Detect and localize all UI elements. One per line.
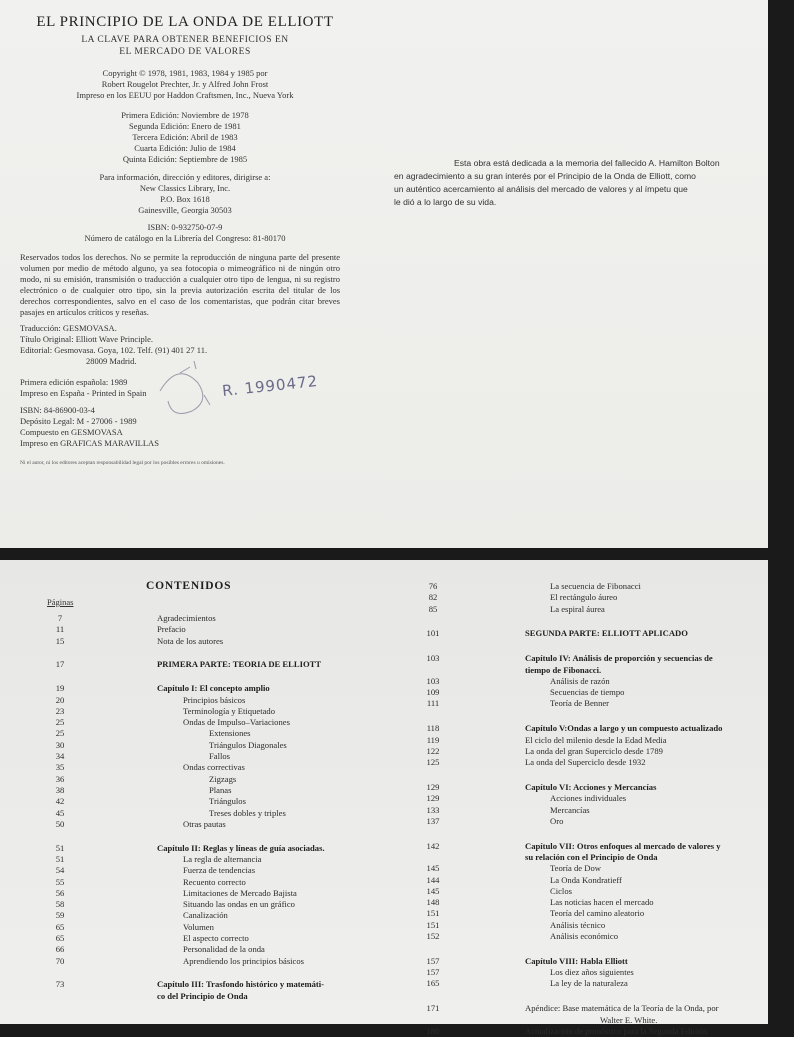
library-stamp [150,355,340,425]
contents-entry [418,955,794,967]
contents-entry [45,943,421,955]
contents-entry-title: su relación con el Principio de Onda [525,851,658,862]
contents-page-number: 50 [55,818,65,829]
contents-entry [45,635,421,647]
contents-entry [418,664,794,676]
contents-entry-title: Actualización de pronóstico para la Segunda Edición [525,1025,708,1036]
contents-entry-title: Análisis económico [550,931,619,941]
contents-entry-title: tiempo de Fibonacci. [525,664,602,675]
contents-page-number: 111 [426,698,440,709]
contents-entry [45,807,421,819]
contents-entry-title: La ley de la naturaleza [550,978,628,989]
contents-entry [45,773,421,785]
edition-line: Cuarta Edición: Julio de 1984 [134,143,236,153]
publisher-contact [30,172,340,216]
contents-page-number: 145 [426,885,440,896]
contents-entry-title: La secuencia de Fibonacci [550,581,641,591]
contents-page-number: 109 [426,687,440,698]
contents-title: CONTENIDOS [146,580,232,592]
dedication-line: le dió a lo largo de su vida. [394,197,497,207]
composed-line: Compuesto en GESMOVASA [20,427,123,437]
contents-entry-title: Ciclos [550,885,572,896]
book-subtitle-line-2: EL MERCADO DE VALORES [119,47,251,57]
contents-entry [45,727,421,739]
contents-entry-title: Capítulo III: Trasfondo histórico y matemáti- [157,979,325,990]
contents-page-number: 30 [55,739,65,750]
contents-entry [418,756,794,768]
edition-list [30,110,340,165]
copyright-line: Copyright © 1978, 1981, 1983, 1984 y 1985 por [102,68,268,78]
contents-entry [418,652,794,664]
contents-entry-title: Teoría del camino aleatorio [550,908,645,919]
contents-entry-title: Recuento correcto [183,876,246,887]
contents-entry-title: Secuencias de tiempo [550,687,625,698]
contents-entry-title: Terminología y Etiquetado [183,705,275,716]
dedication-line: Esta obra está dedicada a la memoria del fallecido A. Hamilton Bolton [454,158,720,168]
contents-page-number: 58 [55,899,65,910]
catalog-line: Número de catálogo en la Librería del Congreso: 81-80170 [84,233,286,243]
contents-page-number: 45 [55,807,65,818]
contents-page-number: 54 [55,865,65,876]
edition-line: Tercera Edición: Abril de 1983 [132,132,238,142]
contents-page-number: 151 [426,919,440,930]
contents-entry [45,842,421,854]
contents-entry-title: La onda del gran Superciclo desde 1789 [525,745,663,756]
rights-reserved-paragraph: Reservados todos los derechos. No se permite la reproducción de ninguna parte del presente volumen por medio de método alguno, ya sea fotocopia o mimeográfico ni de ningún otro modo, ni su emisión, transmisión o traducción a cualquier otro tipo de lengua, ni su registro electrónico o de cualquier otro tipo, sin la previa autorización escrita del titular de los derechos correspondientes, salvo en el caso de los comentaristas, que podrán citar breves pasajes en artículos críticos y reseñas. [20,252,340,317]
contents-entry-title: co del Principio de Onda [157,990,248,1001]
contents-entry-title: Prefacio [157,624,186,635]
contents-entry [418,580,794,592]
contents-page-number: 119 [426,734,440,745]
printed-in-line: Impreso en España - Printed in Spain [20,388,147,398]
contents-page-number: 85 [428,603,438,614]
contents-entry-title: Capítulo V:Ondas a largo y un compuesto actualizado [525,723,723,734]
contents-entry-title: SEGUNDA PARTE: ELLIOTT APLICADO [525,628,688,639]
contents-entry [45,853,421,865]
contents-page-number: 125 [426,757,440,768]
contents-entry-title: Extensiones [209,728,251,739]
book-subtitle-line-1: LA CLAVE PARA OBTENER BENEFICIOS EN [81,35,289,45]
contents-entry-title: Capítulo I: El concepto amplio [157,683,270,694]
contents-entry-title: Los diez años siguientes [550,967,634,978]
contents-entry-title: Nota de los autores [157,635,224,646]
contents-entry-title: Apéndice: Base matemática de la Teoría de la Onda, por [525,1003,719,1014]
contents-page-number: 34 [55,751,65,761]
edition-line: Segunda Edición: Enero de 1981 [129,121,241,131]
contents-entry-title: Fallos [209,751,231,761]
contents-page-number: 137 [426,815,440,826]
contents-page-number: 101 [426,628,440,639]
contents-entry [45,876,421,888]
contents-entry-title: El ciclo del milenio desde la Edad Media [525,734,667,745]
contact-line: Gainesville, Georgia 30503 [138,205,232,215]
contents-entry [45,694,421,706]
contents-entry [418,697,794,709]
contents-page-number: 129 [426,781,440,792]
contents-entry [418,627,794,639]
contents-entry [45,887,421,899]
contents-entry-title: Otras pautas [183,818,226,829]
contents-entry-title: Teoría de Dow [550,863,601,874]
contents-page-number: 152 [426,931,440,941]
contents-entry [418,815,794,827]
contents-page-number: 76 [428,581,438,591]
contents-entry-title: Acciones individuales [550,793,627,804]
contents-page-number: 129 [426,793,440,804]
contents-entry [418,675,794,687]
copyright-line: Robert Rougelot Prechter, Jr. y Alfred John Frost [101,79,269,89]
contents-entry-title: Triángulos Diagonales [209,739,287,750]
contents-entry [418,919,794,931]
contact-line: New Classics Library, Inc. [139,183,231,193]
contents-entry-title: Personalidad de la onda [183,944,265,955]
city-line: 28009 Madrid. [86,356,137,366]
contents-entry [418,907,794,919]
contents-page-number: 157 [426,967,440,978]
contents-entry [45,658,421,670]
contents-page-number: 103 [426,653,440,664]
contents-entry-title: Capítulo IV: Análisis de proporción y secuencias de [525,653,713,664]
contents-page-number: 103 [426,675,440,686]
contents-page-number: 25 [55,717,65,728]
stamp-number: R. 1990472 [221,372,319,400]
contents-entry-title: La regla de alternancia [183,853,262,864]
contents-page-number: 70 [55,955,65,966]
printer-line: Impreso en GRAFICAS MARAVILLAS [20,438,159,448]
contents-entry [45,761,421,773]
contents-entry-title: Canalización [183,910,228,921]
contents-page-number: 165 [426,978,440,989]
legal-deposit-line: Depósito Legal: M - 27006 - 1989 [20,416,137,426]
contents-page-number: 65 [55,933,65,943]
contents-entry [45,705,421,717]
contents-entry [45,932,421,944]
contents-entry-title: Oro [550,815,564,826]
disclaimer: Ni el autor, ni los editores aceptan responsabilidad legal por los posibles errores u omisiones. [20,460,225,466]
contents-entry [45,921,421,933]
isbn-block [30,222,340,244]
contact-line: P.O. Box 1618 [160,194,210,204]
contents-page-number: 144 [426,874,440,885]
contents-entry-title: Volumen [183,921,214,932]
contents-page-number: 25 [55,728,65,739]
contents-entry [418,686,794,698]
contents-page-number: 122 [426,745,440,756]
edition-line: Primera Edición: Noviembre de 1978 [121,110,249,120]
contents-entry [45,818,421,830]
contents-entry [45,978,421,990]
contents-page-number: 11 [55,624,65,635]
contents-entry [418,1025,794,1037]
contents-entry-title: Teoría de Benner [550,698,610,709]
publisher-line: Editorial: Gesmovasa. Goya, 102. Telf. (91) 401 27 11. [20,345,208,355]
contents-entry [45,795,421,807]
contact-line: Para información, dirección y editores, dirigirse a: [99,172,271,182]
contents-entry-title: Agradecimientos [157,613,216,623]
contents-entry [418,874,794,886]
original-title-line: Título Original: Elliott Wave Principle. [20,334,154,344]
contents-entry [418,734,794,746]
contents-page-number: 180 [426,1025,440,1036]
contents-entry [45,750,421,762]
contents-entry [418,896,794,908]
contents-entry-title: PRIMERA PARTE: TEORIA DE ELLIOTT [157,659,322,670]
contents-page-number: 23 [55,705,65,716]
contents-entry [418,851,794,863]
contents-entry-title: Capítulo VII: Otros enfoques al mercado de valores y [525,840,721,851]
spanish-edition-line: Primera edición española: 1989 [20,377,128,387]
contents-entry [418,722,794,734]
contents-entry-title: El rectángulo áureo [550,592,618,603]
contents-entry-title: Análisis técnico [550,919,606,930]
contents-entry-title: Walter E. White. [600,1014,658,1025]
contents-entry [418,966,794,978]
isbn-line: ISBN: 0-932750-07-9 [147,222,223,232]
contents-page-number: 142 [426,840,440,851]
contents-entry [418,977,794,989]
isbn-spain-line: ISBN: 84-86900-03-4 [20,405,95,415]
copyright-line: Impreso en los EEUU por Haddon Craftsmen, Inc., Nueva York [76,90,294,100]
contents-entry-title: El aspecto correcto [183,933,249,943]
contents-entry [418,1002,794,1014]
contents-entry [418,792,794,804]
contents-page-number: 17 [55,659,65,670]
contents-entry [418,603,794,615]
contents-page-number: 20 [55,694,65,705]
book-title: EL PRINCIPIO DE LA ONDA DE ELLIOTT [36,14,334,30]
copyright-notice [30,68,340,101]
contents-entry-title: Planas [209,784,232,795]
contents-entry [418,862,794,874]
contents-entry-title: Capítulo II: Reglas y líneas de guía asociadas. [157,842,325,853]
translation-line: Traducción: GESMOVASA. [20,323,117,333]
contents-entry-title: Aprendiendo los principios básicos [183,955,305,966]
contents-entry-title: Limitaciones de Mercado Bajista [183,887,297,898]
contents-entry-title: Zigzags [209,773,237,784]
contents-page-number: 82 [428,592,438,603]
contents-page-sheet [0,560,768,1036]
contents-page-number: 118 [426,723,440,734]
contents-page-number: 66 [55,944,65,955]
contents-entry [418,1014,794,1026]
contents-entry-title: Fuerza de tendencias [183,865,256,876]
contents-entry [45,909,421,921]
contents-entry [418,781,794,793]
contents-entry [418,591,794,603]
contents-entry [45,864,421,876]
edition-line: Quinta Edición: Septiembre de 1985 [122,154,248,164]
contents-page-number: 148 [426,897,440,908]
contents-entry [45,716,421,728]
contents-entry [45,739,421,751]
contents-entry-title: Capítulo VI: Acciones y Mercancías [525,781,657,792]
contents-page-number: 19 [55,683,65,694]
contents-page-number: 51 [55,842,65,853]
dedication-line: un auténtico acercamiento al análisis del mercado de valores y al ímpetu que [394,184,688,194]
contents-entry [418,804,794,816]
pages-column-header: Páginas [47,597,74,607]
contents-page-number: 42 [55,796,65,807]
contents-entry [45,990,421,1002]
contents-entry [418,930,794,942]
contents-entry [45,682,421,694]
contents-entry-title: Principios básicos [183,694,246,705]
contents-page-number: 55 [55,876,65,887]
contents-page-number: 51 [55,853,65,864]
contents-page-number: 73 [55,979,65,990]
contents-entry-title: Análisis de razón [550,675,610,686]
contents-entry [45,623,421,635]
contents-entry [418,885,794,897]
contents-entry [45,612,421,624]
contents-entry [45,784,421,796]
contents-page-number: 65 [55,921,65,932]
contents-entry-title: Capítulo VIII: Habla Elliott [525,955,628,966]
contents-entry-title: Triángulos [209,796,246,807]
contents-entry-title: Treses dobles y triples [209,807,286,818]
contents-entry [418,745,794,757]
contents-entry-title: La Onda Kondratieff [550,874,622,885]
contents-page-number: 15 [55,635,65,646]
contents-entry-title: La espiral áurea [550,603,605,614]
contents-entry-title: Ondas correctivas [183,762,245,773]
contents-page-number: 35 [55,762,65,773]
dedication [394,157,744,209]
contents-page-number: 151 [426,908,440,919]
contents-entry [418,840,794,852]
contents-page-number: 59 [55,910,65,921]
contents-page-number: 56 [55,887,65,898]
contents-page-number: 157 [426,955,440,966]
contents-entry-title: Las noticias hacen el mercado [550,897,654,908]
contents-page-number: 38 [55,784,65,795]
dedication-line: en agradecimiento a su gran interés por el Principio de la Onda de Elliott, como [394,171,696,181]
contents-entry-title: Mercancías [550,804,590,815]
contents-page-number: 171 [426,1003,440,1014]
contents-entry-title: La onda del Superciclo desde 1932 [525,757,646,768]
contents-page-number: 145 [426,863,440,874]
contents-entry-title: Ondas de Impulso–Variaciones [183,717,290,728]
contents-page-number: 133 [426,804,440,815]
contents-entry [45,898,421,910]
contents-entry [45,955,421,967]
contents-page-number: 36 [55,773,65,784]
contents-entry-title: Situando las ondas en un gráfico [183,899,295,910]
contents-page-number: 7 [57,613,63,623]
